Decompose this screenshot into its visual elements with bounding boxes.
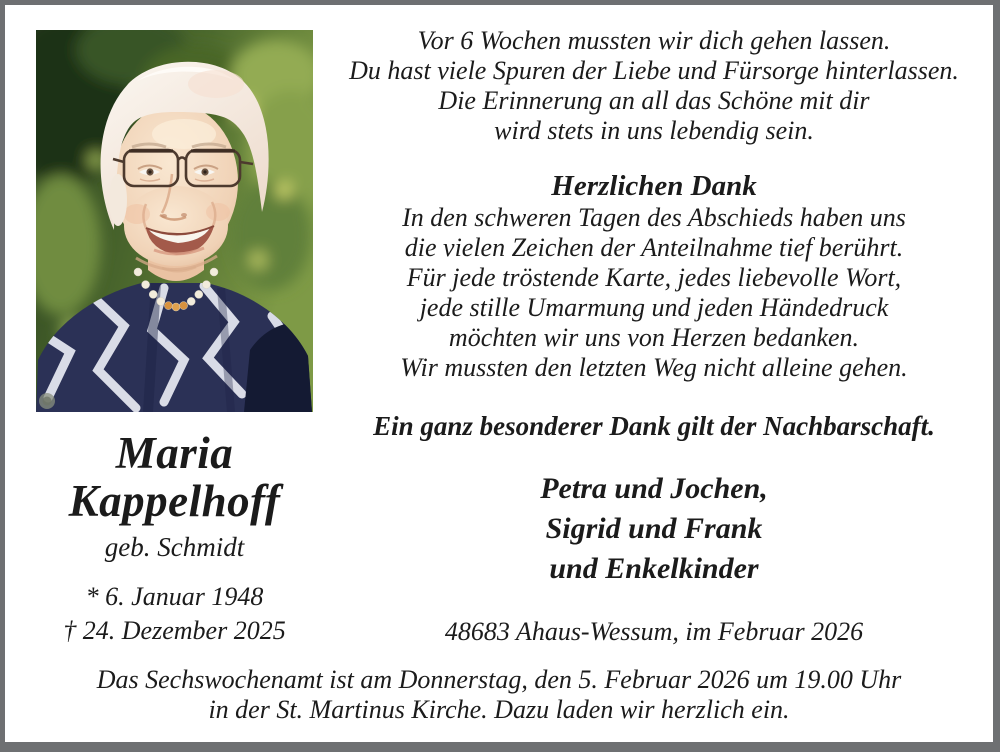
family-name-line: Sigrid und Frank xyxy=(545,512,763,545)
deceased-last-name: Kappelhoff xyxy=(68,476,281,526)
thanks-line: Wir mussten den letzten Weg nicht alleine gehen. xyxy=(400,353,908,382)
thanks-heading-text: Herzlichen Dank xyxy=(551,170,757,202)
thanks-heading xyxy=(323,170,985,203)
location-date xyxy=(323,617,985,647)
life-dates xyxy=(26,580,323,648)
thanks-line: möchten wir uns von Herzen bedanken. xyxy=(448,323,860,352)
special-thanks xyxy=(323,410,985,442)
deceased-first-name: Maria xyxy=(115,428,234,478)
portrait-illustration xyxy=(36,30,313,412)
thanks-line: die vielen Zeichen der Anteilnahme tief berührt. xyxy=(404,233,904,262)
family-names xyxy=(323,469,985,589)
verse-line: Die Erinnerung an all das Schöne mit dir xyxy=(438,86,870,115)
verse-line: Vor 6 Wochen mussten wir dich gehen lassen. xyxy=(417,26,891,55)
verse-line: Du hast viele Spuren der Liebe und Fürsorge hinterlassen. xyxy=(349,56,959,85)
memorial-verse xyxy=(323,26,985,146)
service-note xyxy=(5,665,993,725)
location-date-text: 48683 Ahaus-Wessum, im Februar 2026 xyxy=(444,617,864,646)
birth-date: * 6. Januar 1948 xyxy=(85,582,264,611)
death-date: † 24. Dezember 2025 xyxy=(63,616,286,645)
thanks-line: Für jede tröstende Karte, jedes liebevolle Wort, xyxy=(406,263,902,292)
maiden-name: geb. Schmidt xyxy=(104,532,245,562)
watermark-dot xyxy=(39,393,55,409)
family-name-line: und Enkelkinder xyxy=(549,552,759,585)
special-thanks-text: Ein ganz besonderer Dank gilt der Nachbarschaft. xyxy=(373,411,935,441)
portrait-photo xyxy=(36,30,313,412)
thanks-line: jede stille Umarmung und jeden Händedruck xyxy=(419,293,889,322)
verse-line: wird stets in uns lebendig sein. xyxy=(494,116,814,145)
family-name-line: Petra und Jochen, xyxy=(540,472,768,505)
thanks-paragraph xyxy=(323,203,985,383)
thanks-line: In den schweren Tagen des Abschieds haben uns xyxy=(402,203,906,232)
service-note-line: Das Sechswochenamt ist am Donnerstag, den 5. Februar 2026 um 19.00 Uhr xyxy=(96,665,902,694)
service-note-line: in der St. Martinus Kirche. Dazu laden wir herzlich ein. xyxy=(208,695,790,724)
deceased-name-block xyxy=(26,429,323,648)
